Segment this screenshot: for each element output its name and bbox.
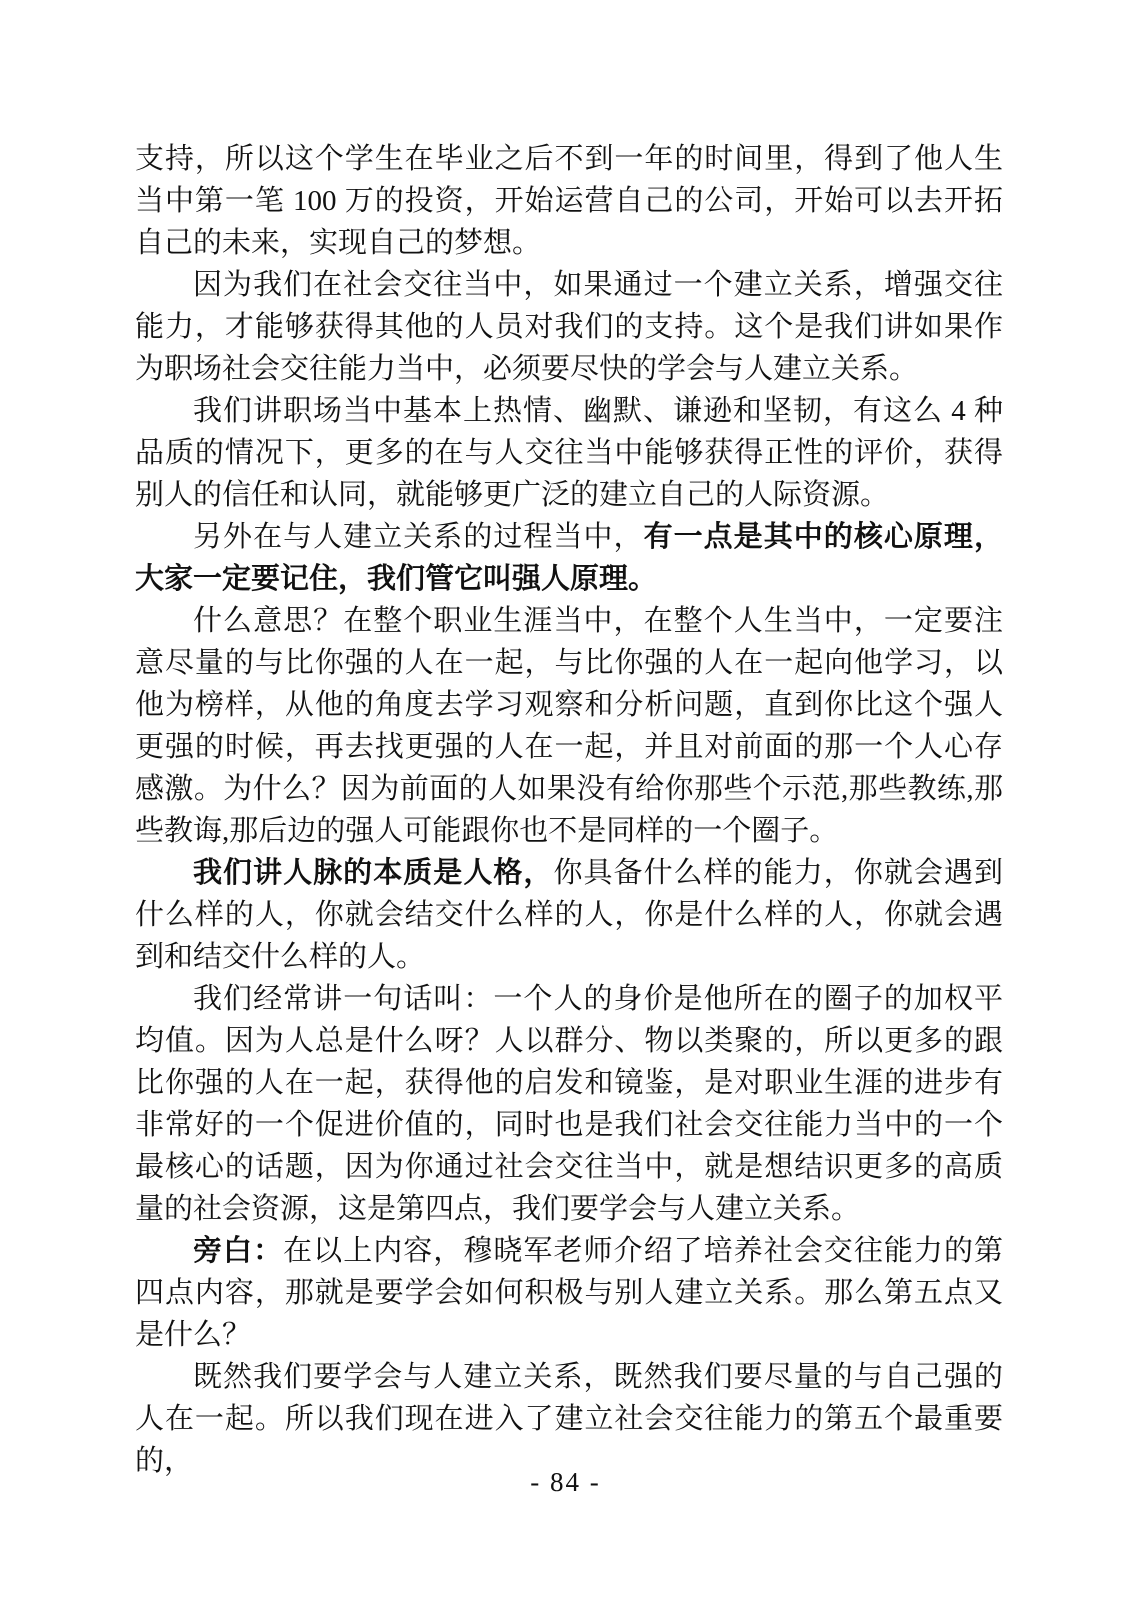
text-run: 支持，所以这个学生在毕业之后不到一年的时间里，得到了他人生当中第一笔 100 万的投资，开始运营自己的公司，开始可以去开拓自己的未来，实现自己的梦想。 [135,143,1003,259]
bold-text-run: 旁白： [193,1235,284,1267]
bold-text-run: 有一点是其中的核心原理，大家一定要记住，我们管它叫强人原理。 [135,521,1003,595]
text-run: 什么意思？在整个职业生涯当中，在整个人生当中，一定要注意尽量的与比你强的人在一起，与比你强的人在一起向他学习，以他为榜样，从他的角度去学习观察和分析问题，直到你比这个强人更强的时候，再去找更强的人在一起，并且对前面的那一个人心存感激。为什么？因为前面的人如果没有给你那些个示范,那些教练,那些教诲,那后边的强人可能跟你也不是同样的一个圈子。 [135,605,1003,847]
text-run: 另外在与人建立关系的过程当中， [193,521,644,553]
paragraph [135,516,1003,600]
paragraph [135,390,1003,516]
page-number: - 84 - [530,1467,601,1497]
paragraph [135,1356,1003,1482]
paragraph [135,138,1003,264]
text-run: 你具备什么样的能力，你就会遇到什么样的人，你就会结交什么样的人，你是什么样的人，你就会遇到和结交什么样的人。 [135,857,1003,973]
paragraph [135,978,1003,1230]
paragraph [135,264,1003,390]
paragraph [135,1230,1003,1356]
paragraph [135,600,1003,852]
text-run: 既然我们要学会与人建立关系，既然我们要尽量的与自己强的人在一起。所以我们现在进入了建立社会交往能力的第五个最重要的， [135,1361,1003,1477]
text-run: 因为我们在社会交往当中，如果通过一个建立关系，增强交往能力，才能够获得其他的人员对我们的支持。这个是我们讲如果作为职场社会交往能力当中，必须要尽快的学会与人建立关系。 [135,269,1003,385]
paragraph [135,852,1003,978]
text-run: 我们讲职场当中基本上热情、幽默、谦逊和坚韧，有这么 4 种品质的情况下，更多的在与人交往当中能够获得正性的评价，获得别人的信任和认同，就能够更广泛的建立自己的人际资源。 [135,395,1003,511]
bold-text-run: 我们讲人脉的本质是人格， [193,857,554,889]
text-run: 我们经常讲一句话叫：一个人的身价是他所在的圈子的加权平均值。因为人总是什么呀？人以群分、物以类聚的，所以更多的跟比你强的人在一起，获得他的启发和镜鉴，是对职业生涯的进步有非常好的一个促进价值的，同时也是我们社会交往能力当中的一个最核心的话题，因为你通过社会交往当中，就是想结识更多的高质量的社会资源，这是第四点，我们要学会与人建立关系。 [135,983,1003,1225]
text-body [135,138,1003,1482]
text-run: 在以上内容，穆晓军老师介绍了培养社会交往能力的第四点内容，那就是要学会如何积极与别人建立关系。那么第五点又是什么？ [135,1235,1003,1351]
